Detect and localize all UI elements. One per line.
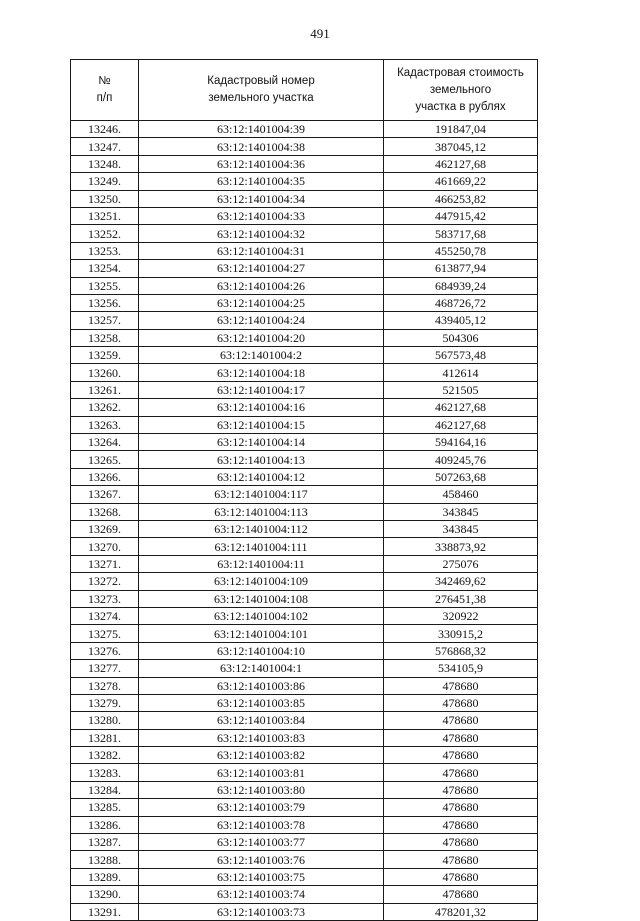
- cadastral-value-cell: 567573,48: [384, 347, 538, 364]
- row-number-cell: 13268.: [71, 503, 139, 520]
- cadastral-number-cell: 63:12:1401004:108: [139, 590, 384, 607]
- row-number-cell: 13248.: [71, 155, 139, 172]
- cadastral-value-cell: 330915,2: [384, 625, 538, 642]
- cadastral-value-cell: 613877,94: [384, 260, 538, 277]
- row-number-cell: 13284.: [71, 781, 139, 798]
- table-row: [71, 729, 538, 746]
- cadastral-number-cell: 63:12:1401003:76: [139, 851, 384, 868]
- row-number-cell: 13252.: [71, 225, 139, 242]
- table-header: [71, 60, 538, 121]
- table-row: [71, 868, 538, 885]
- table-row: [71, 625, 538, 642]
- cadastral-value-cell: 478680: [384, 851, 538, 868]
- cadastral-number-cell: 63:12:1401004:102: [139, 607, 384, 624]
- cadastral-number-cell: 63:12:1401004:20: [139, 329, 384, 346]
- cadastral-value-cell: 387045,12: [384, 138, 538, 155]
- cadastral-number-cell: 63:12:1401003:83: [139, 729, 384, 746]
- cadastral-number-cell: 63:12:1401003:74: [139, 886, 384, 903]
- row-number-cell: 13283.: [71, 764, 139, 781]
- table-row: [71, 260, 538, 277]
- table-row: [71, 677, 538, 694]
- cadastral-value-cell: 462127,68: [384, 416, 538, 433]
- cadastral-value-cell: 342469,62: [384, 573, 538, 590]
- cadastral-number-cell: 63:12:1401004:2: [139, 347, 384, 364]
- table-row: [71, 694, 538, 711]
- row-number-cell: 13282.: [71, 747, 139, 764]
- row-number-cell: 13280.: [71, 712, 139, 729]
- row-number-cell: 13277.: [71, 660, 139, 677]
- row-number-cell: 13256.: [71, 294, 139, 311]
- cadastral-number-cell: 63:12:1401004:24: [139, 312, 384, 329]
- row-number-cell: 13258.: [71, 329, 139, 346]
- table-row: [71, 642, 538, 659]
- cadastral-number-cell: 63:12:1401004:32: [139, 225, 384, 242]
- table-row: [71, 764, 538, 781]
- table-row: [71, 851, 538, 868]
- header-row-number: № п/п: [71, 60, 139, 121]
- cadastral-number-cell: 63:12:1401004:113: [139, 503, 384, 520]
- cadastral-number-cell: 63:12:1401004:10: [139, 642, 384, 659]
- table-row: [71, 347, 538, 364]
- cadastral-value-cell: 462127,68: [384, 399, 538, 416]
- table-row: [71, 538, 538, 555]
- row-number-cell: 13279.: [71, 694, 139, 711]
- row-number-cell: 13265.: [71, 451, 139, 468]
- cadastral-value-cell: 320922: [384, 607, 538, 624]
- page-number: 491: [310, 26, 330, 41]
- cadastral-value-cell: 478680: [384, 781, 538, 798]
- row-number-cell: 13281.: [71, 729, 139, 746]
- cadastral-number-cell: 63:12:1401004:117: [139, 486, 384, 503]
- row-number-cell: 13260.: [71, 364, 139, 381]
- row-number-cell: 13291.: [71, 903, 139, 920]
- cadastral-number-cell: 63:12:1401004:15: [139, 416, 384, 433]
- cadastral-number-cell: 63:12:1401004:38: [139, 138, 384, 155]
- row-number-cell: 13264.: [71, 434, 139, 451]
- table-row: [71, 503, 538, 520]
- header-cadastral-number: Кадастровый номер земельного участка: [139, 60, 384, 121]
- cadastral-value-cell: 191847,04: [384, 121, 538, 138]
- row-number-cell: 13259.: [71, 347, 139, 364]
- cadastral-value-cell: 478680: [384, 799, 538, 816]
- row-number-cell: 13289.: [71, 868, 139, 885]
- cadastral-value-table: [70, 59, 538, 921]
- row-number-cell: 13272.: [71, 573, 139, 590]
- row-number-cell: 13250.: [71, 190, 139, 207]
- table-row: [71, 190, 538, 207]
- table-row: [71, 207, 538, 224]
- table-row: [71, 121, 538, 138]
- table-row: [71, 173, 538, 190]
- table-row: [71, 434, 538, 451]
- cadastral-number-cell: 63:12:1401004:112: [139, 520, 384, 537]
- cadastral-value-cell: 684939,24: [384, 277, 538, 294]
- row-number-cell: 13285.: [71, 799, 139, 816]
- cadastral-value-cell: 338873,92: [384, 538, 538, 555]
- row-number-cell: 13273.: [71, 590, 139, 607]
- table-row: [71, 660, 538, 677]
- table-row: [71, 451, 538, 468]
- cadastral-value-cell: 521505: [384, 381, 538, 398]
- cadastral-number-cell: 63:12:1401004:12: [139, 468, 384, 485]
- cadastral-value-cell: 343845: [384, 520, 538, 537]
- cadastral-number-cell: 63:12:1401003:77: [139, 834, 384, 851]
- row-number-cell: 13271.: [71, 555, 139, 572]
- cadastral-number-cell: 63:12:1401004:33: [139, 207, 384, 224]
- cadastral-value-cell: 275076: [384, 555, 538, 572]
- cadastral-value-cell: 478680: [384, 694, 538, 711]
- row-number-cell: 13288.: [71, 851, 139, 868]
- table-row: [71, 277, 538, 294]
- table-row: [71, 242, 538, 259]
- cadastral-number-cell: 63:12:1401003:82: [139, 747, 384, 764]
- table-row: [71, 468, 538, 485]
- row-number-cell: 13278.: [71, 677, 139, 694]
- table-body: [71, 121, 538, 921]
- cadastral-value-cell: 504306: [384, 329, 538, 346]
- cadastral-number-cell: 63:12:1401003:79: [139, 799, 384, 816]
- cadastral-value-cell: 507263,68: [384, 468, 538, 485]
- row-number-cell: 13255.: [71, 277, 139, 294]
- cadastral-value-cell: 478680: [384, 677, 538, 694]
- cadastral-number-cell: 63:12:1401004:14: [139, 434, 384, 451]
- header-row: [71, 60, 538, 121]
- row-number-cell: 13253.: [71, 242, 139, 259]
- cadastral-value-cell: 412614: [384, 364, 538, 381]
- cadastral-number-cell: 63:12:1401004:16: [139, 399, 384, 416]
- cadastral-number-cell: 63:12:1401004:11: [139, 555, 384, 572]
- cadastral-value-cell: 534105,9: [384, 660, 538, 677]
- row-number-cell: 13257.: [71, 312, 139, 329]
- cadastral-number-cell: 63:12:1401003:75: [139, 868, 384, 885]
- cadastral-number-cell: 63:12:1401004:17: [139, 381, 384, 398]
- row-number-cell: 13249.: [71, 173, 139, 190]
- row-number-cell: 13286.: [71, 816, 139, 833]
- cadastral-number-cell: 63:12:1401003:78: [139, 816, 384, 833]
- cadastral-value-cell: 478680: [384, 729, 538, 746]
- table-row: [71, 399, 538, 416]
- cadastral-value-cell: 462127,68: [384, 155, 538, 172]
- table-row: [71, 781, 538, 798]
- table-row: [71, 555, 538, 572]
- cadastral-value-cell: 478680: [384, 712, 538, 729]
- row-number-cell: 13262.: [71, 399, 139, 416]
- row-number-cell: 13266.: [71, 468, 139, 485]
- table-row: [71, 312, 538, 329]
- row-number-cell: 13261.: [71, 381, 139, 398]
- row-number-cell: 13251.: [71, 207, 139, 224]
- cadastral-number-cell: 63:12:1401004:35: [139, 173, 384, 190]
- cadastral-value-cell: 466253,82: [384, 190, 538, 207]
- table-row: [71, 799, 538, 816]
- cadastral-value-cell: 458460: [384, 486, 538, 503]
- table-row: [71, 747, 538, 764]
- cadastral-number-cell: 63:12:1401004:36: [139, 155, 384, 172]
- cadastral-number-cell: 63:12:1401004:13: [139, 451, 384, 468]
- cadastral-number-cell: 63:12:1401004:31: [139, 242, 384, 259]
- table-row: [71, 903, 538, 920]
- table-row: [71, 607, 538, 624]
- cadastral-number-cell: 63:12:1401004:34: [139, 190, 384, 207]
- table-row: [71, 573, 538, 590]
- table-row: [71, 712, 538, 729]
- cadastral-value-cell: 478680: [384, 834, 538, 851]
- table-row: [71, 416, 538, 433]
- table-row: [71, 886, 538, 903]
- cadastral-number-cell: 63:12:1401003:86: [139, 677, 384, 694]
- cadastral-value-cell: 461669,22: [384, 173, 538, 190]
- cadastral-number-cell: 63:12:1401003:85: [139, 694, 384, 711]
- table-row: [71, 155, 538, 172]
- row-number-cell: 13274.: [71, 607, 139, 624]
- table-row: [71, 364, 538, 381]
- header-cadastral-value: Кадастровая стоимость земельного участка в рублях: [384, 60, 538, 121]
- cadastral-value-cell: 343845: [384, 503, 538, 520]
- cadastral-number-cell: 63:12:1401003:80: [139, 781, 384, 798]
- table-row: [71, 590, 538, 607]
- cadastral-number-cell: 63:12:1401004:1: [139, 660, 384, 677]
- cadastral-number-cell: 63:12:1401004:27: [139, 260, 384, 277]
- cadastral-value-cell: 276451,38: [384, 590, 538, 607]
- cadastral-value-cell: 583717,68: [384, 225, 538, 242]
- row-number-cell: 13247.: [71, 138, 139, 155]
- cadastral-number-cell: 63:12:1401003:84: [139, 712, 384, 729]
- row-number-cell: 13275.: [71, 625, 139, 642]
- row-number-cell: 13267.: [71, 486, 139, 503]
- row-number-cell: 13263.: [71, 416, 139, 433]
- cadastral-value-cell: 447915,42: [384, 207, 538, 224]
- table-row: [71, 294, 538, 311]
- table-row: [71, 486, 538, 503]
- cadastral-value-cell: 478680: [384, 868, 538, 885]
- row-number-cell: 13276.: [71, 642, 139, 659]
- cadastral-number-cell: 63:12:1401004:111: [139, 538, 384, 555]
- cadastral-value-cell: 576868,32: [384, 642, 538, 659]
- cadastral-number-cell: 63:12:1401004:26: [139, 277, 384, 294]
- table-row: [71, 138, 538, 155]
- table-row: [71, 816, 538, 833]
- cadastral-value-cell: 478680: [384, 747, 538, 764]
- row-number-cell: 13254.: [71, 260, 139, 277]
- table-row: [71, 225, 538, 242]
- cadastral-number-cell: 63:12:1401004:39: [139, 121, 384, 138]
- row-number-cell: 13246.: [71, 121, 139, 138]
- table-row: [71, 381, 538, 398]
- cadastral-number-cell: 63:12:1401003:73: [139, 903, 384, 920]
- table-row: [71, 520, 538, 537]
- cadastral-value-cell: 478201,32: [384, 903, 538, 920]
- table-row: [71, 329, 538, 346]
- cadastral-number-cell: 63:12:1401004:101: [139, 625, 384, 642]
- cadastral-value-cell: 594164,16: [384, 434, 538, 451]
- cadastral-number-cell: 63:12:1401004:25: [139, 294, 384, 311]
- row-number-cell: 13269.: [71, 520, 139, 537]
- cadastral-number-cell: 63:12:1401004:18: [139, 364, 384, 381]
- cadastral-value-cell: 439405,12: [384, 312, 538, 329]
- row-number-cell: 13287.: [71, 834, 139, 851]
- cadastral-value-cell: 478680: [384, 886, 538, 903]
- cadastral-value-cell: 468726,72: [384, 294, 538, 311]
- cadastral-value-cell: 478680: [384, 816, 538, 833]
- cadastral-number-cell: 63:12:1401004:109: [139, 573, 384, 590]
- table-row: [71, 834, 538, 851]
- row-number-cell: 13290.: [71, 886, 139, 903]
- cadastral-value-cell: 409245,76: [384, 451, 538, 468]
- cadastral-value-cell: 455250,78: [384, 242, 538, 259]
- cadastral-number-cell: 63:12:1401003:81: [139, 764, 384, 781]
- row-number-cell: 13270.: [71, 538, 139, 555]
- cadastral-value-cell: 478680: [384, 764, 538, 781]
